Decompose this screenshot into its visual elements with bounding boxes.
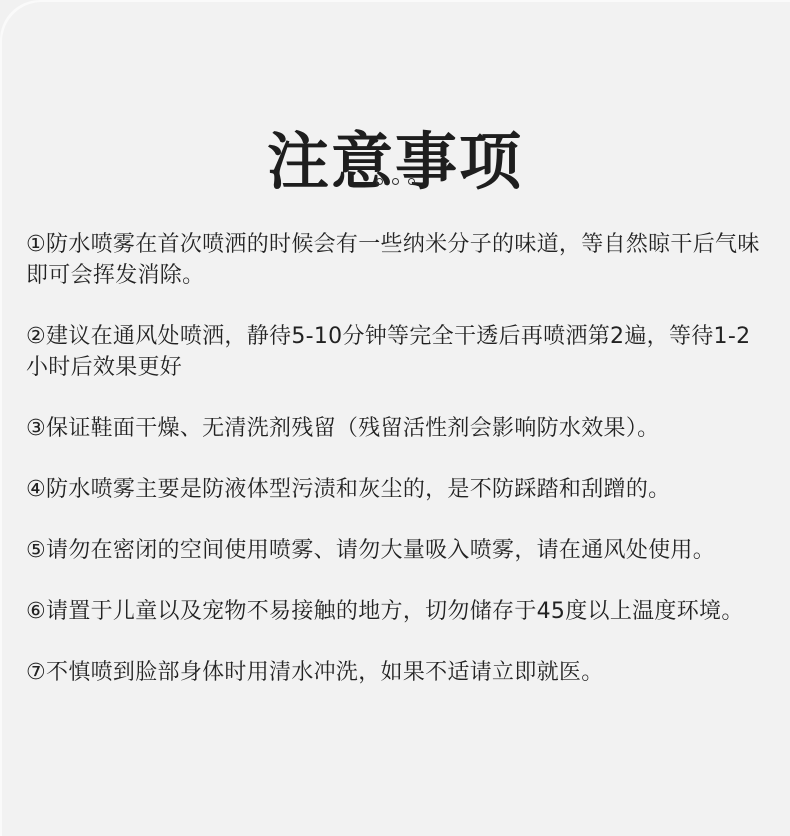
circle-dot-icon <box>408 178 415 185</box>
note-item: ⑦不慎喷到脸部身体时用清水冲洗，如果不适请立即就医。 <box>26 660 604 685</box>
decorative-dots <box>0 178 790 185</box>
note-item: ②建议在通风处喷洒，静待5-10分钟等完全干透后再喷洒第2遍，等待1-2小时后效果更好 <box>26 324 751 380</box>
note-item: ③保证鞋面干燥、无清洗剂残留（残留活性剂会影响防水效果）。 <box>26 416 660 441</box>
note-item: ⑥请置于儿童以及宠物不易接触的地方，切勿储存于45度以上温度环境。 <box>26 599 744 624</box>
circle-dot-icon <box>376 178 383 185</box>
circle-dot-icon <box>392 178 399 185</box>
note-item: ①防水喷雾在首次喷洒的时候会有一些纳米分子的味道，等自然晾干后气味即可会挥发消除。 <box>26 232 760 288</box>
page-title: 注意事项 <box>266 124 523 198</box>
notes-list <box>26 229 766 718</box>
note-item: ⑤请勿在密闭的空间使用喷雾、请勿大量吸入喷雾，请在通风处使用。 <box>26 538 716 563</box>
note-item: ④防水喷雾主要是防液体型污渍和灰尘的，是不防踩踏和刮蹭的。 <box>26 477 671 502</box>
